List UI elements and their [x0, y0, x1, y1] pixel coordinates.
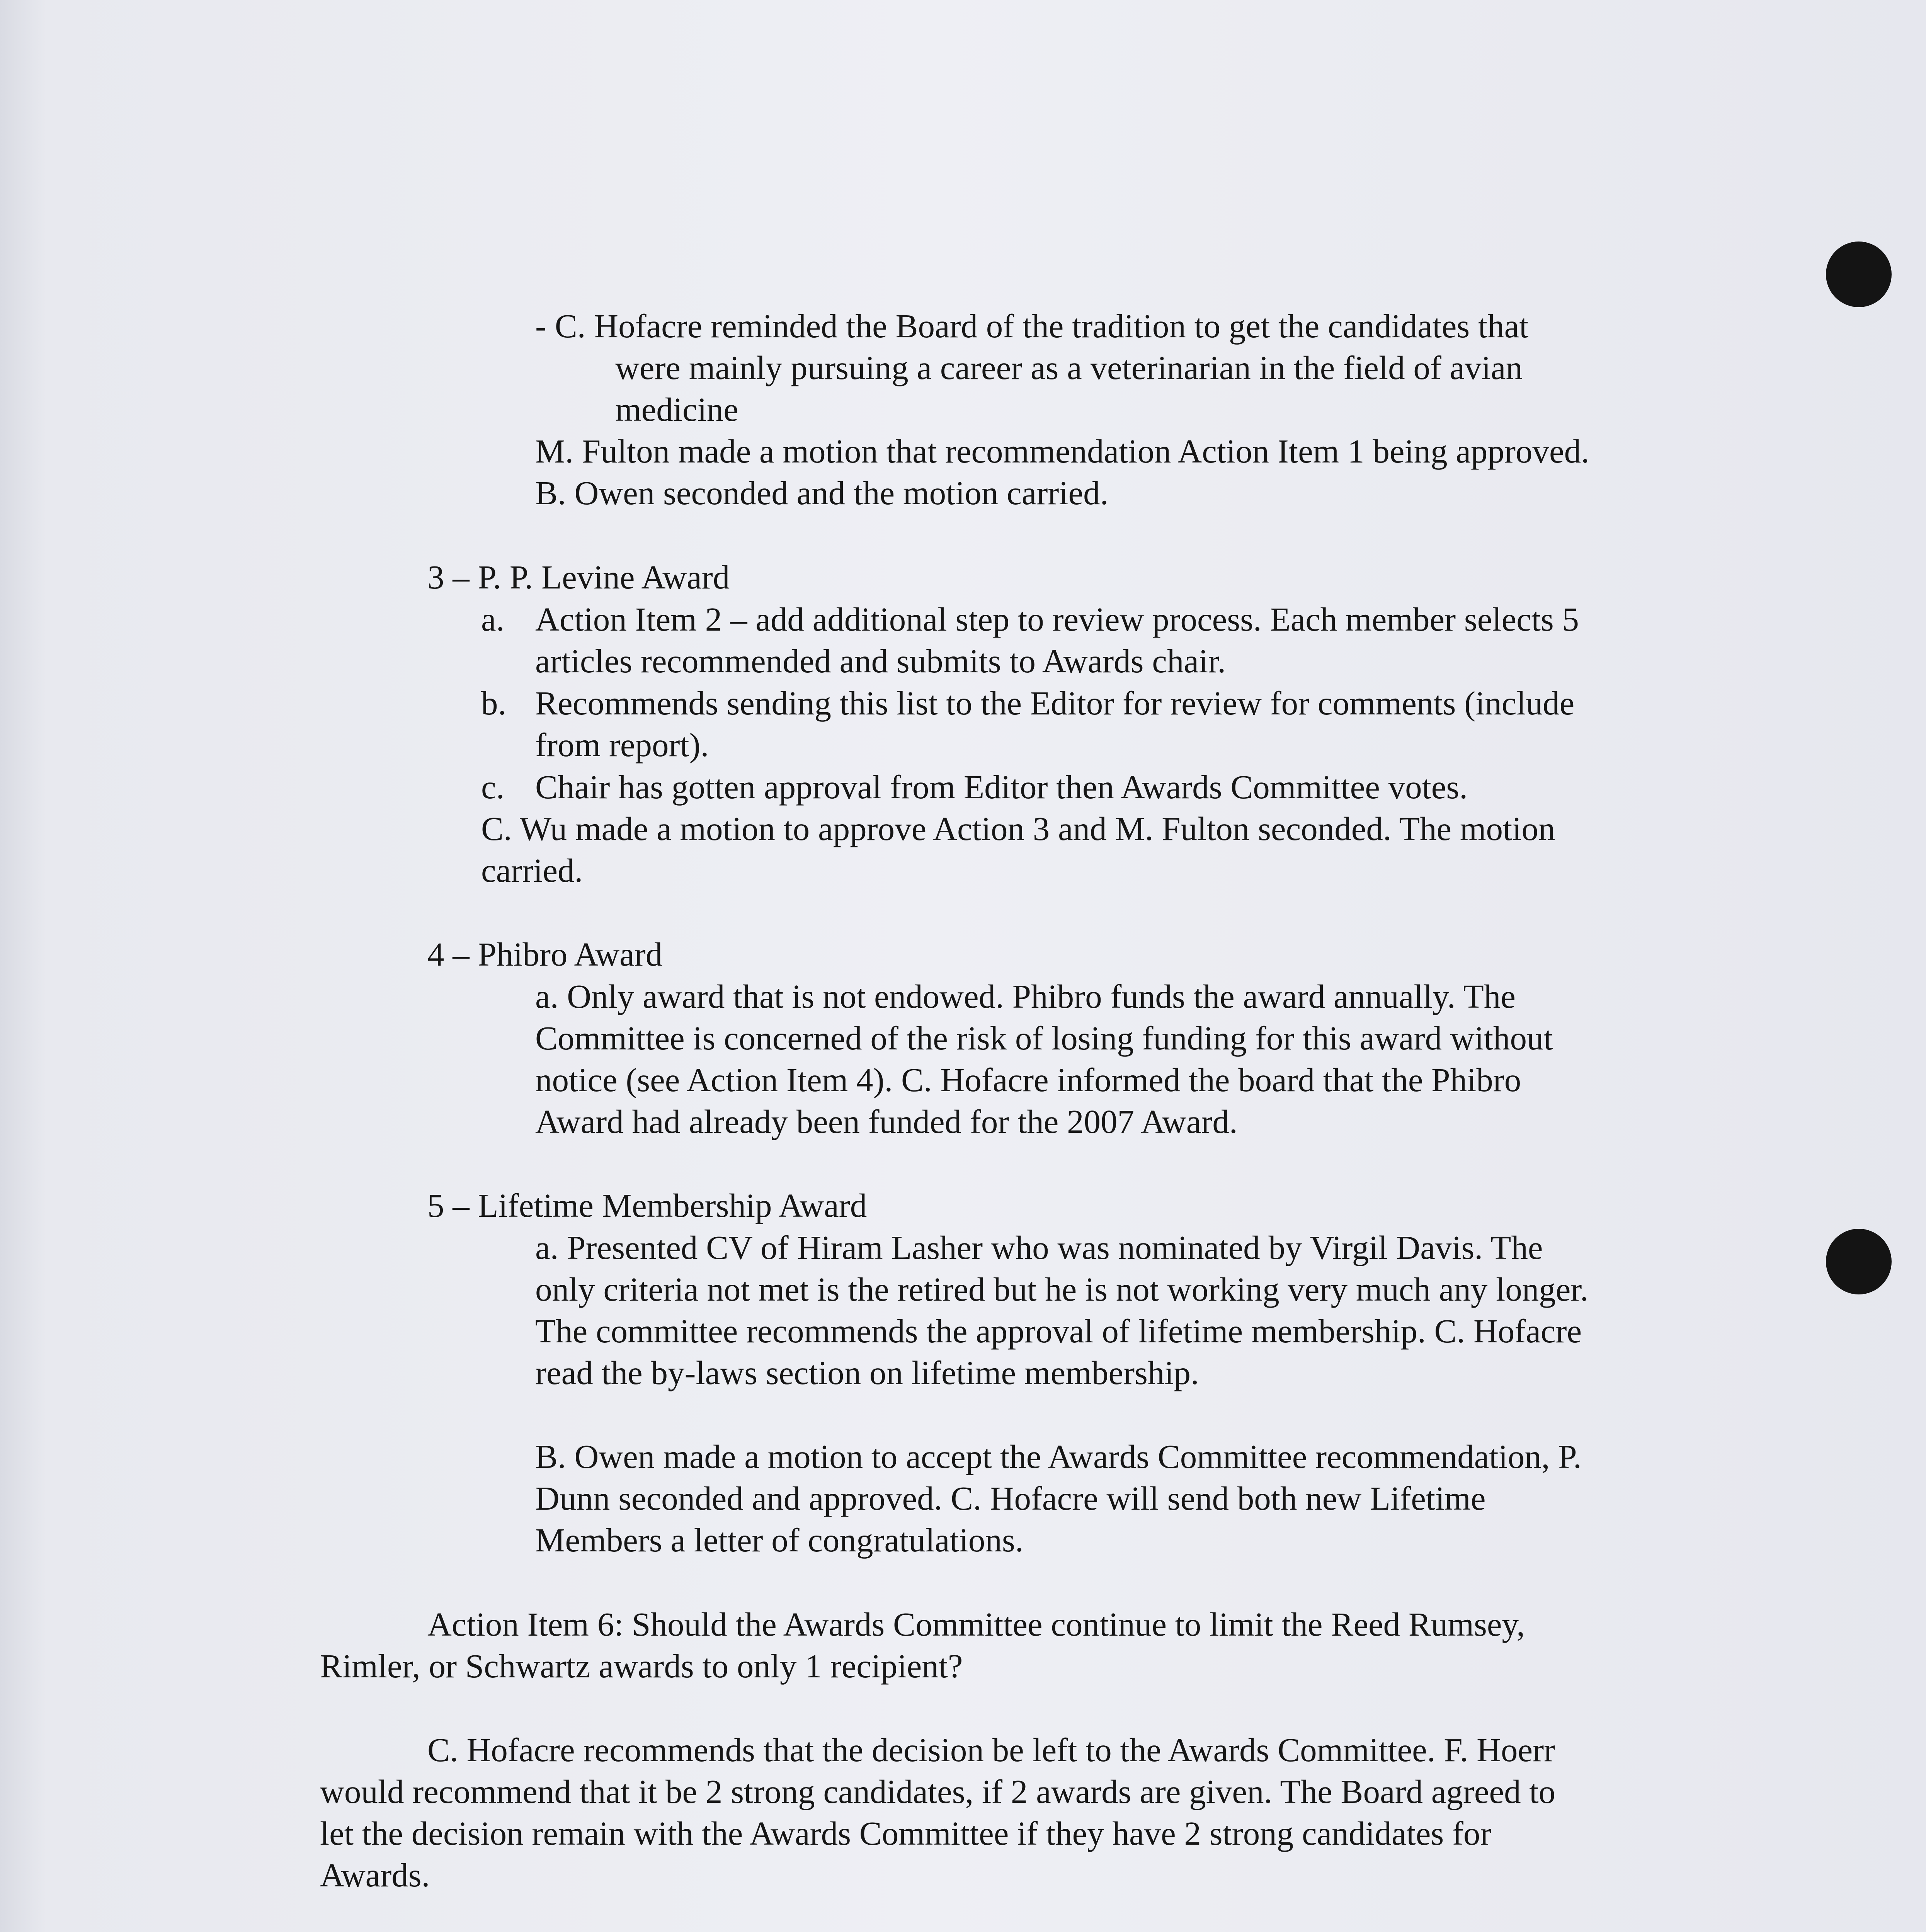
text-line: read the by-laws section on lifetime membership.	[535, 1354, 1199, 1391]
text-line: C. Wu made a motion to approve Action 3 and M. Fulton seconded. The motion	[481, 810, 1555, 847]
text-line: Action Item 6: Should the Awards Committee continue to limit the Reed Rumsey,	[427, 1605, 1525, 1643]
text-line: a. Only award that is not endowed. Phibro funds the award annually. The	[535, 978, 1516, 1015]
list-marker: a.	[481, 600, 505, 638]
text-line: notice (see Action Item 4). C. Hofacre informed the board that the Phibro	[535, 1061, 1521, 1099]
section-heading: 4 – Phibro Award	[427, 935, 663, 973]
text-line: Awards.	[320, 1856, 430, 1894]
punch-hole-middle	[1826, 1229, 1892, 1294]
text-line: medicine	[615, 391, 738, 428]
text-line: were mainly pursuing a career as a veterinarian in the field of avian	[615, 349, 1523, 386]
punch-hole-top	[1826, 242, 1892, 307]
text-line: Action Item 2 – add additional step to review process. Each member selects 5	[535, 600, 1579, 638]
list-marker: b.	[481, 684, 507, 722]
text-line: M. Fulton made a motion that recommendation Action Item 1 being approved.	[535, 432, 1589, 470]
text-line: Chair has gotten approval from Editor then Awards Committee votes.	[535, 768, 1468, 806]
text-line: Committee is concerned of the risk of losing funding for this award without	[535, 1019, 1553, 1057]
text-line: C. Hofacre recommends that the decision be left to the Awards Committee. F. Hoerr	[427, 1731, 1555, 1769]
text-line: Dunn seconded and approved. C. Hofacre will send both new Lifetime	[535, 1480, 1486, 1517]
text-line: Rimler, or Schwartz awards to only 1 recipient?	[320, 1647, 963, 1685]
text-line: let the decision remain with the Awards Committee if they have 2 strong candidates for	[320, 1815, 1492, 1852]
text-line: carried.	[481, 852, 583, 889]
text-line: from report).	[535, 726, 709, 764]
text-line: B. Owen seconded and the motion carried.	[535, 474, 1109, 512]
text-line: The committee recommends the approval of lifetime membership. C. Hofacre	[535, 1312, 1582, 1350]
text-line: Members a letter of congratulations.	[535, 1521, 1024, 1559]
text-line: articles recommended and submits to Awards chair.	[535, 642, 1226, 680]
text-line: B. Owen made a motion to accept the Awards Committee recommendation, P.	[535, 1438, 1582, 1475]
text-line: Award had already been funded for the 2007 Award.	[535, 1103, 1238, 1140]
text-line: Recommends sending this list to the Editor for review for comments (include	[535, 684, 1575, 722]
text-line: - C. Hofacre reminded the Board of the tradition to get the candidates that	[535, 307, 1529, 345]
text-line: a. Presented CV of Hiram Lasher who was nominated by Virgil Davis. The	[535, 1229, 1543, 1266]
text-line: only criteria not met is the retired but he is not working very much any longer.	[535, 1270, 1589, 1308]
text-line: would recommend that it be 2 strong candidates, if 2 awards are given. The Board agreed to	[320, 1773, 1556, 1810]
section-heading: 5 – Lifetime Membership Award	[427, 1187, 867, 1224]
list-marker: c.	[481, 768, 505, 806]
section-heading: 3 – P. P. Levine Award	[427, 558, 730, 596]
